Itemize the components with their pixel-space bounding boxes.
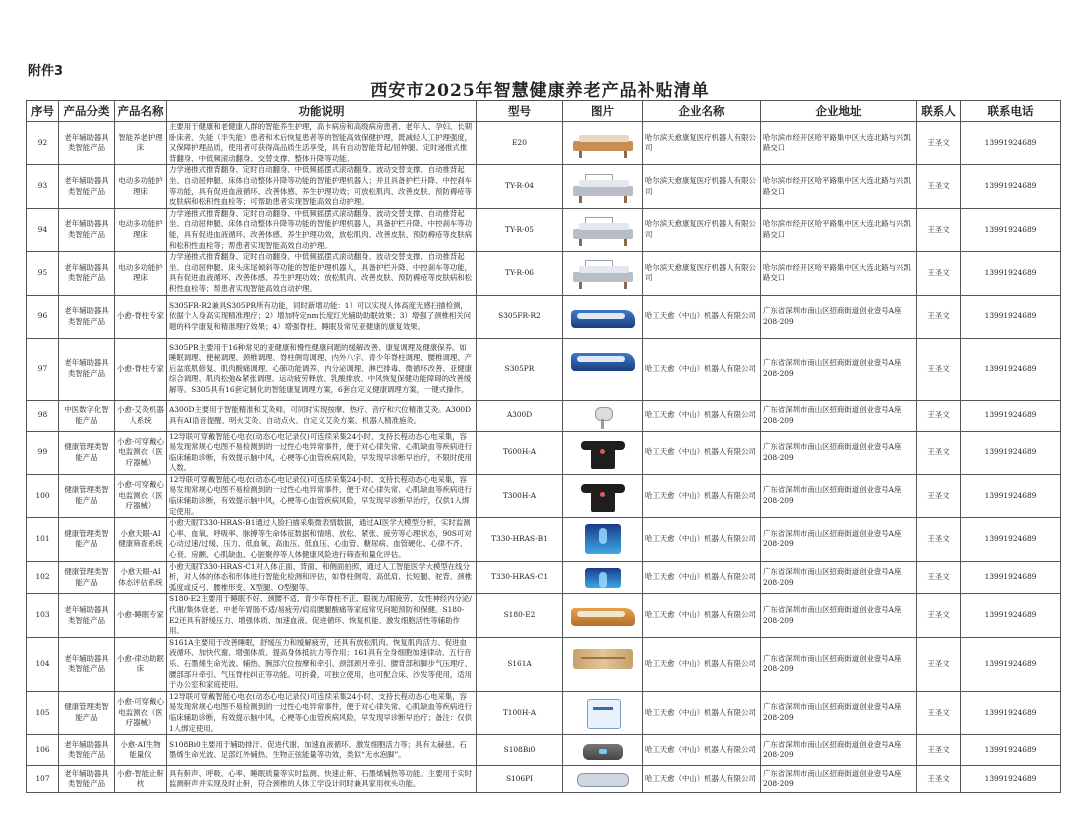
attachment-label: 附件3	[28, 64, 64, 79]
cell-phone: 13991924689	[961, 735, 1061, 766]
subsidy-table	[26, 100, 1061, 793]
cell-category: 老年辅助器具类智能产品	[59, 766, 115, 793]
cell-phone: 13991924689	[961, 691, 1061, 734]
product-image	[567, 343, 639, 395]
cell-product-name: 小愈-AI生物能量仪	[115, 735, 167, 766]
cell-phone: 13991924689	[961, 122, 1061, 165]
cell-category: 老年辅助器具类智能产品	[59, 165, 115, 208]
product-image	[567, 565, 639, 591]
cell-description: 力学递推式推背翻身、定时自动翻身、中低频摇摆式滚动翻身、波动交替支撑、自动推背起坐、自动屈伸腿、床头床尾倾斜等功能的智能护理机器人，具备护栏升降、中控刹车等功能，具有促进血液循环、改善体感、养生护理功效；放松肌肉、改善皮肤、预防褥疮等皮肤病和松积性血栓等；帮患者实现智能高效自动护理。	[167, 252, 477, 295]
cell-address: 广东省深圳市南山区招商街道创业壹号A座208-209	[761, 295, 917, 338]
cell-company: 哈工天愈（中山）机器人有限公司	[643, 431, 761, 474]
header-category: 产品分类	[59, 101, 115, 122]
cell-phone: 13991924689	[961, 518, 1061, 561]
cell-phone: 13991924689	[961, 637, 1061, 691]
cell-description: A300D主要用于智能精准和艾灸师，可同时实现按摩、热疗、音疗和穴位精准艾灸。A300D具有AI语音提醒、明火艾灸、自动点火、自定义艾灸方案、机器人精准施灸。	[167, 400, 477, 431]
cell-description: 12导联可穿戴智能心电衣(动态心电记录仪)可连续采集24小时、支持长程动态心电采集，容易发现常规心电图不易检测到的一过性心电异常事件，便于对心律失常、心肌缺血等疾病进行临床辅助诊断，有效提示脑中风，心梗等心血管疾病风险，早发现早诊断早治疗，仅供1人绑定使用。	[167, 474, 477, 517]
product-image	[567, 403, 639, 429]
cell-product-name: 智能养老护理床	[115, 122, 167, 165]
cell-image	[563, 474, 643, 517]
cell-company: 哈工天愈（中山）机器人有限公司	[643, 766, 761, 793]
header-phone: 联系电话	[961, 101, 1061, 122]
cell-address: 广东省深圳市南山区招商街道创业壹号A座208-209	[761, 400, 917, 431]
cell-category: 中医数字化智能产品	[59, 400, 115, 431]
cell-model: S106PI	[477, 766, 563, 793]
cell-contact: 王圣文	[917, 637, 961, 691]
cell-company: 哈工天愈（中山）机器人有限公司	[643, 474, 761, 517]
cell-seq: 98	[27, 400, 59, 431]
cell-image	[563, 766, 643, 793]
cell-category: 健康管理类智能产品	[59, 518, 115, 561]
cell-seq: 104	[27, 637, 59, 691]
cell-contact: 王圣文	[917, 338, 961, 400]
table-row	[27, 400, 1061, 431]
cell-model: T330-HRAS-B1	[477, 518, 563, 561]
cell-company: 哈尔滨天愈康复医疗机器人有限公司	[643, 252, 761, 295]
cell-category: 健康管理类智能产品	[59, 561, 115, 594]
cell-company: 哈工天愈（中山）机器人有限公司	[643, 691, 761, 734]
cell-model: S305FR-R2	[477, 295, 563, 338]
cell-image	[563, 594, 643, 637]
product-image	[567, 478, 639, 514]
header-product-name: 产品名称	[115, 101, 167, 122]
cell-category: 老年辅助器具类智能产品	[59, 252, 115, 295]
cell-product-name: 电动多功能护理床	[115, 252, 167, 295]
cell-image	[563, 637, 643, 691]
cell-address: 广东省深圳市南山区招商街道创业壹号A座208-209	[761, 431, 917, 474]
cell-contact: 王圣文	[917, 252, 961, 295]
cell-image	[563, 518, 643, 561]
cell-contact: 王圣文	[917, 766, 961, 793]
cell-address: 广东省深圳市南山区招商街道创业壹号A座208-209	[761, 518, 917, 561]
cell-phone: 13991924689	[961, 400, 1061, 431]
product-image	[567, 170, 639, 204]
cell-image	[563, 735, 643, 766]
cell-address: 广东省深圳市南山区招商街道创业壹号A座208-209	[761, 594, 917, 637]
cell-category: 健康管理类智能产品	[59, 474, 115, 517]
cell-contact: 王圣文	[917, 561, 961, 594]
table-row	[27, 518, 1061, 561]
cell-seq: 96	[27, 295, 59, 338]
cell-category: 老年辅助器具类智能产品	[59, 637, 115, 691]
table-row	[27, 474, 1061, 517]
cell-address: 哈尔滨市经开区哈平路集中区大连北路与兴凯路交口	[761, 208, 917, 251]
cell-description: 小愈天眼T330-HRAS-B1通过人脸扫描采集微表情数据，通过AI医学大模型分析，实时监测心率、血氧、呼吸率、脉搏等生命体征数据和情绪、放松、紧张、疲劳等心理状态，90S可对心动过速/过缓、压力、低血氧、高血压、低血压、心血管、糖尿病、血管硬化、心律不齐、心衰、房颤、心肌缺血、心脏聚停等人体健康风险进行筛查和量化评估。	[167, 518, 477, 561]
cell-seq: 99	[27, 431, 59, 474]
header-address: 企业地址	[761, 101, 917, 122]
cell-company: 哈工天愈（中山）机器人有限公司	[643, 400, 761, 431]
cell-company: 哈工天愈（中山）机器人有限公司	[643, 338, 761, 400]
cell-product-name: 电动多功能护理床	[115, 208, 167, 251]
cell-description: S305FR-R2兼具S305PR所有功能，同时新增功能：1）可以实现人体高度无感扫描检测，依据个人身高实现精准理疗；2）增加特定nm长度红光辅助助眠效果；3）增强了颈椎相关问题的科学康复和精准理疗效果；4）增强脊柱、睡眠及常见亚健康的康复效果。	[167, 295, 477, 338]
cell-category: 老年辅助器具类智能产品	[59, 208, 115, 251]
cell-category: 老年辅助器具类智能产品	[59, 735, 115, 766]
product-image	[567, 300, 639, 334]
cell-company: 哈尔滨天愈康复医疗机器人有限公司	[643, 165, 761, 208]
cell-phone: 13991924689	[961, 295, 1061, 338]
cell-product-name: 小愈天眼-AI健康筛查系统	[115, 518, 167, 561]
cell-phone: 13991924689	[961, 594, 1061, 637]
table-row	[27, 208, 1061, 251]
cell-company: 哈工天愈（中山）机器人有限公司	[643, 735, 761, 766]
cell-image	[563, 431, 643, 474]
cell-image	[563, 122, 643, 165]
table-body	[27, 122, 1061, 793]
cell-phone: 13991924689	[961, 561, 1061, 594]
cell-seq: 106	[27, 735, 59, 766]
cell-seq: 107	[27, 766, 59, 793]
header-image: 图片	[563, 101, 643, 122]
cell-model: TY-R-04	[477, 165, 563, 208]
table-row	[27, 165, 1061, 208]
cell-image	[563, 165, 643, 208]
cell-address: 广东省深圳市南山区招商街道创业壹号A座208-209	[761, 766, 917, 793]
cell-category: 健康管理类智能产品	[59, 691, 115, 734]
cell-seq: 103	[27, 594, 59, 637]
cell-image	[563, 252, 643, 295]
document-title: 西安市2025年智慧健康养老产品补贴清单	[370, 81, 710, 101]
cell-contact: 王圣文	[917, 400, 961, 431]
cell-model: TY-R-06	[477, 252, 563, 295]
cell-phone: 13991924689	[961, 252, 1061, 295]
cell-company: 哈尔滨天愈康复医疗机器人有限公司	[643, 122, 761, 165]
cell-image	[563, 208, 643, 251]
cell-address: 广东省深圳市南山区招商街道创业壹号A座208-209	[761, 735, 917, 766]
table-header-row	[27, 101, 1061, 122]
cell-address: 广东省深圳市南山区招商街道创业壹号A座208-209	[761, 637, 917, 691]
cell-company: 哈工天愈（中山）机器人有限公司	[643, 295, 761, 338]
cell-contact: 王圣文	[917, 208, 961, 251]
product-image	[567, 213, 639, 247]
cell-category: 老年辅助器具类智能产品	[59, 338, 115, 400]
cell-category: 老年辅助器具类智能产品	[59, 295, 115, 338]
cell-model: A300D	[477, 400, 563, 431]
cell-model: S180-E2	[477, 594, 563, 637]
cell-product-name: 小愈-可穿戴心电监测衣（医疗器械）	[115, 474, 167, 517]
table-row	[27, 295, 1061, 338]
cell-product-name: 小愈-脊柱专家	[115, 295, 167, 338]
cell-model: S108Bi0	[477, 735, 563, 766]
cell-description: 12导联可穿戴智能心电衣(动态心电记录仪)可连续采集24小时、支持长程动态心电采集，容易发现常规心电图不易检测到的一过性心电异常事件，便于对心律失常、心肌缺血等疾病进行临床辅助诊断，有效提示脑中风，心梗等心血管疾病风险，早发现早诊断早治疗；备注：仅供1人绑定使用。	[167, 691, 477, 734]
cell-contact: 王圣文	[917, 122, 961, 165]
cell-product-name: 小愈-智能止鼾枕	[115, 766, 167, 793]
table-row	[27, 766, 1061, 793]
cell-product-name: 小愈-可穿戴心电监测衣（医疗器械）	[115, 431, 167, 474]
cell-phone: 13991924689	[961, 474, 1061, 517]
cell-address: 广东省深圳市南山区招商街道创业壹号A座208-209	[761, 561, 917, 594]
table-row	[27, 691, 1061, 734]
cell-address: 哈尔滨市经开区哈平路集中区大连北路与兴凯路交口	[761, 165, 917, 208]
cell-phone: 13991924689	[961, 431, 1061, 474]
table-row	[27, 338, 1061, 400]
cell-model: S161A	[477, 637, 563, 691]
cell-description: S180-E2主要用于睡眠不好、颈腰不适、青少年脊柱不正、眼视力/眼疲劳、女性神经内分泌/代谢/集体衰老、中老年胃肠不适/易疲劳/肩肩腰腿酸痛等家庭常见问题预防和保健。S180-E2还具有舒缓压力、增强体质、加速血液、促进循环、恢复机能、激发细胞活性等辅助作用。	[167, 594, 477, 637]
cell-address: 广东省深圳市南山区招商街道创业壹号A座208-209	[761, 474, 917, 517]
product-image	[567, 738, 639, 762]
cell-company: 哈尔滨天愈康复医疗机器人有限公司	[643, 208, 761, 251]
cell-description: 力学递推式推背翻身、定时自动翻身、中低频摇摆式滚动翻身、波动交替支撑、自动推背起坐、自动屈伸腿、床体自动整体升降等功能的智能护理机器人，具备护栏升降、中控刹车等功能，具有促进血液循环、改善体感、养生护理功效，放松肌肉、改善皮肤、预防褥疮等皮肤病和松积性血栓等；帮患者实现智能高效自动护理。	[167, 208, 477, 251]
cell-contact: 王圣文	[917, 691, 961, 734]
cell-company: 哈工天愈（中山）机器人有限公司	[643, 518, 761, 561]
cell-image	[563, 295, 643, 338]
cell-category: 老年辅助器具类智能产品	[59, 594, 115, 637]
cell-description: 力学递推式推背翻身、定时自动翻身、中低频摇摆式滚动翻身、波动交替支撑、自动推背起坐、自动屈伸腿、床体自动整体升降等功能的智能护理机器人；并且具备护栏升降、中控刹车等功能，具有促进血液循环、改善体感、养生护理功效；可放松肌肉、改善皮肤、预防褥疮等皮肤病和松积性血栓等；可帮助患者实现智能高效自动护理。	[167, 165, 477, 208]
header-description: 功能说明	[167, 101, 477, 122]
cell-address: 哈尔滨市经开区哈平路集中区大连北路与兴凯路交口	[761, 252, 917, 295]
header-model: 型号	[477, 101, 563, 122]
cell-seq: 92	[27, 122, 59, 165]
cell-product-name: 小愈-律动助眠床	[115, 637, 167, 691]
cell-contact: 王圣文	[917, 165, 961, 208]
cell-model: TY-R-05	[477, 208, 563, 251]
cell-phone: 13991924689	[961, 165, 1061, 208]
cell-category: 健康管理类智能产品	[59, 431, 115, 474]
table-row	[27, 561, 1061, 594]
cell-phone: 13991924689	[961, 208, 1061, 251]
cell-image	[563, 561, 643, 594]
table-row	[27, 252, 1061, 295]
cell-company: 哈工天愈（中山）机器人有限公司	[643, 594, 761, 637]
cell-model: T100H-A	[477, 691, 563, 734]
cell-address: 哈尔滨市经开区哈平路集中区大连北路与兴凯路交口	[761, 122, 917, 165]
cell-model: S305PR	[477, 338, 563, 400]
cell-model: T330-HRAS-C1	[477, 561, 563, 594]
cell-contact: 王圣文	[917, 431, 961, 474]
table-row	[27, 735, 1061, 766]
cell-company: 哈工天愈（中山）机器人有限公司	[643, 637, 761, 691]
cell-phone: 13991924689	[961, 766, 1061, 793]
product-image	[567, 435, 639, 471]
cell-seq: 101	[27, 518, 59, 561]
cell-description: 12导联可穿戴智能心电衣(动态心电记录仪)可连续采集24小时、支持长程动态心电采集，容易发现常规心电图不易检测到的一过性心电异常事件，便于对心律失常、心肌缺血等疾病进行临床辅助诊断，有效提示脑中风，心梗等心血管疾病风险，早发现早诊断早治疗，不限时使用人数。	[167, 431, 477, 474]
cell-contact: 王圣文	[917, 594, 961, 637]
cell-product-name: 小愈-可穿戴心电监测衣（医疗器械）	[115, 691, 167, 734]
product-image	[567, 256, 639, 290]
cell-contact: 王圣文	[917, 474, 961, 517]
cell-description: S161A主要用于改善睡眠，舒缓压力和缓解疲劳，还具有放松肌肉、恢复肌肉活力、促进血液循环、加快代谢、增强体质、提高身体抵抗力等作用；161具有全身细胞加速律动、五行音乐、石墨烯生命光波、辅热、腕部穴位按摩和牵引、颈部颈月牵引、腰背部和脚步气压理疗、腰部部升牵引、气压脊柱纠正等功能。可折叠，可独立使用，也可配合床、沙发等使用，适用于办公室和家庭使用。	[167, 637, 477, 691]
cell-description: S108Bi0主要用于辅助排汗、促进代谢、加速血液循环、激发细胞活力等；具有太赫兹、石墨烯生命光波、足部红外辅热、生物正弦能量等功效，类似“无水泡脚”。	[167, 735, 477, 766]
header-company: 企业名称	[643, 101, 761, 122]
cell-model: T300H-A	[477, 474, 563, 517]
cell-address: 广东省深圳市南山区招商街道创业壹号A座208-209	[761, 338, 917, 400]
header-contact: 联系人	[917, 101, 961, 122]
cell-product-name: 小愈-艾灸机器人系统	[115, 400, 167, 431]
product-image	[567, 125, 639, 161]
header-seq: 序号	[27, 101, 59, 122]
product-image	[567, 521, 639, 557]
cell-image	[563, 691, 643, 734]
cell-seq: 105	[27, 691, 59, 734]
cell-contact: 王圣文	[917, 295, 961, 338]
cell-product-name: 电动多功能护理床	[115, 165, 167, 208]
cell-seq: 102	[27, 561, 59, 594]
cell-image	[563, 338, 643, 400]
cell-contact: 王圣文	[917, 518, 961, 561]
cell-contact: 王圣文	[917, 735, 961, 766]
cell-company: 哈工天愈（中山）机器人有限公司	[643, 561, 761, 594]
table-row	[27, 637, 1061, 691]
product-image	[567, 769, 639, 789]
cell-description: 具有鼾声、呼吸、心率、睡眠质量等实时监测、快速止鼾、石墨烯辅热等功能。主要用于实时监测鼾声并实现及时止鼾，符合颈椎的人体工学设计同时兼具家用枕头功能。	[167, 766, 477, 793]
cell-seq: 93	[27, 165, 59, 208]
product-image	[567, 598, 639, 634]
table-row	[27, 431, 1061, 474]
cell-seq: 97	[27, 338, 59, 400]
cell-product-name: 小愈天眼-AI体态评估系统	[115, 561, 167, 594]
cell-description: S305PR主要用于16种常见的亚健康和慢性健康问题的缓解改善、康复调理及健康保养。如睡眠调理、便秘调理、颈椎调理、脊柱侧弯调理、内外八字、青少年脊柱调理、腰椎调理、产后盆底肌修复、肌肉酸痛调理、心肺功能调养、内分泌调理、淋巴排毒、微循环改善、亚健康综合调理、肌肉松弛&紧张调理、运动疲劳释放、乳酸排放、中风恢复保健功能障碍的改善缓解等。S305具有16套定制化的智能康复调理方案，6套自定义健康调理方案，一键式操作。	[167, 338, 477, 400]
cell-seq: 95	[27, 252, 59, 295]
cell-description: 小愈天眼T330-HRAS-C1对人体正面、背面、和侧面拍照，通过人工智能医学大模型在线分析，对人体的体态和形体进行智能化检测和评估，如脊柱侧弯、高低肩、长短腿、驼背、颈椎弧度或反弓、腰椎形变、X型腿、O型腿等。	[167, 561, 477, 594]
cell-seq: 100	[27, 474, 59, 517]
cell-phone: 13991924689	[961, 338, 1061, 400]
table-row	[27, 122, 1061, 165]
cell-product-name: 小愈-脊柱专家	[115, 338, 167, 400]
cell-seq: 94	[27, 208, 59, 251]
cell-image	[563, 400, 643, 431]
cell-model: T600H-A	[477, 431, 563, 474]
cell-description: 主要用于健康和老健康人群的智能养生护理，高卡病房和高级病房患者、老年人、孕妇、长期卧床者、失能（半失能）患者和术后恢复患者等的智能高效保健护理，既减轻人工护理强度，又保障护理品质，使用者可获得高品质生活享受，具有自动智能背起/屈伸腿、定时递推式推背翻身、中低频滚动翻身、交替支撑、整体升降等功能。	[167, 122, 477, 165]
product-image	[567, 695, 639, 731]
product-image	[567, 643, 639, 685]
cell-product-name: 小愈-睡眠专家	[115, 594, 167, 637]
cell-address: 广东省深圳市南山区招商街道创业壹号A座208-209	[761, 691, 917, 734]
table-row	[27, 594, 1061, 637]
cell-category: 老年辅助器具类智能产品	[59, 122, 115, 165]
cell-model: E20	[477, 122, 563, 165]
